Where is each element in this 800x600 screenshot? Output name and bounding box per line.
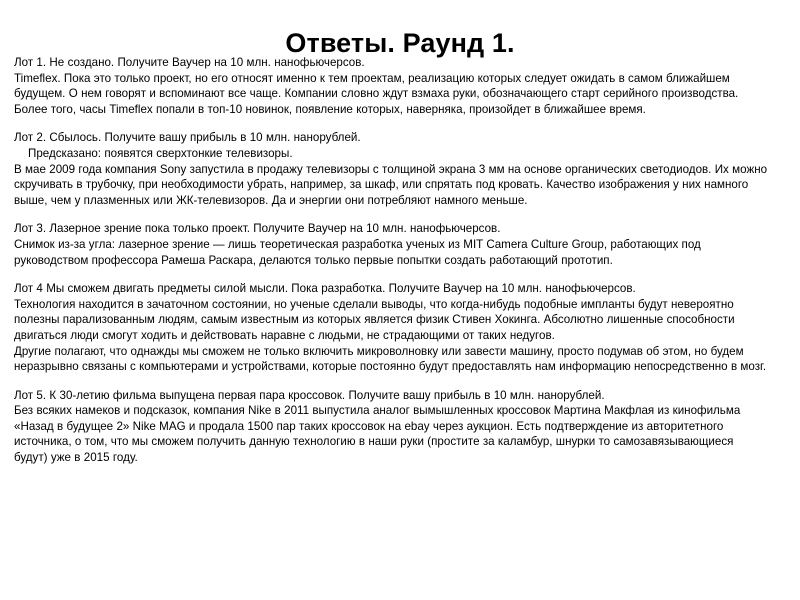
- lot-5-paragraph-1: Без всяких намеков и подсказок, компания Nike в 2011 выпустила аналог вымышленных кроссовок Мартина Макфлая из кинофильма «Назад в будущее 2» Nike MAG и продала 1500 пар таких кроссовок на ebay через аукцион. Есть подтверждение из авторитетного источника, о том, что мы сможем получить данную технологию в наши руки (простите за каламбур, шнурки то самозавязывающиеся будут) уже в 2015 году.: [14, 404, 741, 465]
- lot-4-paragraph-1: Технология находится в зачаточном состоянии, но ученые сделали выводы, что когда-нибудь подобные импланты будут невероятно полезны парализованным людям, самым известным из которых является физик Стивен Хокинга. Абсолютно лишенные способности двигаться люди смогут ходить и действовать наравне с людьми, не страдающими от таких недугов.: [14, 297, 735, 342]
- lot-block-2: [14, 130, 768, 208]
- lot-2-prediction: Предсказано: появятся сверхтонкие телевизоры.: [28, 146, 293, 160]
- lot-block-1: [14, 55, 768, 117]
- lot-1-heading: Лот 1. Не создано. Получите Ваучер на 10 млн. нанофьючерсов.: [14, 56, 365, 69]
- lot-4-paragraph-2: Другие полагают, что однажды мы сможем не только включить микроволновку или завести машину, просто подумав об этом, но будем неразрывно связаны с компьютерами и устройствами, которые постоянно будут предоставлять нам информацию непосредственно в мозг.: [14, 344, 767, 374]
- lot-4-heading: Лот 4 Мы сможем двигать предметы силой мысли. Пока разработка. Получите Ваучер на 10 млн. нанофьючерсов.: [14, 282, 636, 296]
- lot-block-4: [14, 281, 768, 375]
- lot-5-heading: Лот 5. К 30-летию фильма выпущена первая пара кроссовок. Получите вашу прибыль в 10 млн. нанорублей.: [14, 388, 605, 402]
- lot-3-paragraph-1: Снимок из-за угла: лазерное зрение — лишь теоретическая разработка ученых из MIT Camera Culture Group, работающих под руководством профессора Рамеша Раскара, делаются только первые попытки создать работающий прототип.: [14, 237, 701, 267]
- lot-block-5: [14, 388, 768, 466]
- lot-2-heading: Лот 2. Сбылось. Получите вашу прибыль в 10 млн. нанорублей.: [14, 131, 361, 145]
- lot-block-3: [14, 221, 768, 268]
- lot-3-heading: Лот 3. Лазерное зрение пока только проект. Получите Ваучер на 10 млн. нанофьючерсов.: [14, 222, 501, 236]
- page-title: Ответы. Раунд 1.: [285, 28, 515, 59]
- slide-body: [14, 55, 768, 466]
- lot-2-paragraph-1: В мае 2009 года компания Sony запустила в продажу телевизоры с толщиной экрана 3 мм на основе органических светодиодов. Их можно скручивать в трубочку, при необходимости убрать, например, за шкаф, или спрятать под кровать. Качество изображения у них намного выше, чем у плазменных или ЖК-телевизоров. Да и энергии они потребляют намного меньше.: [14, 162, 768, 207]
- lot-1-paragraph-1: Timeflex. Пока это только проект, но его относят именно к тем проектам, реализацию которых следует ожидать в самом ближайшем будущем. О нем говорят и вспоминают все чаще. Компании словно ждут взмаха руки, обозначающего старт серийного производства. Более того, часы Timeflex попали в топ-10 новинок, появление которых, наверняка, произойдет в ближайшее время.: [14, 71, 739, 116]
